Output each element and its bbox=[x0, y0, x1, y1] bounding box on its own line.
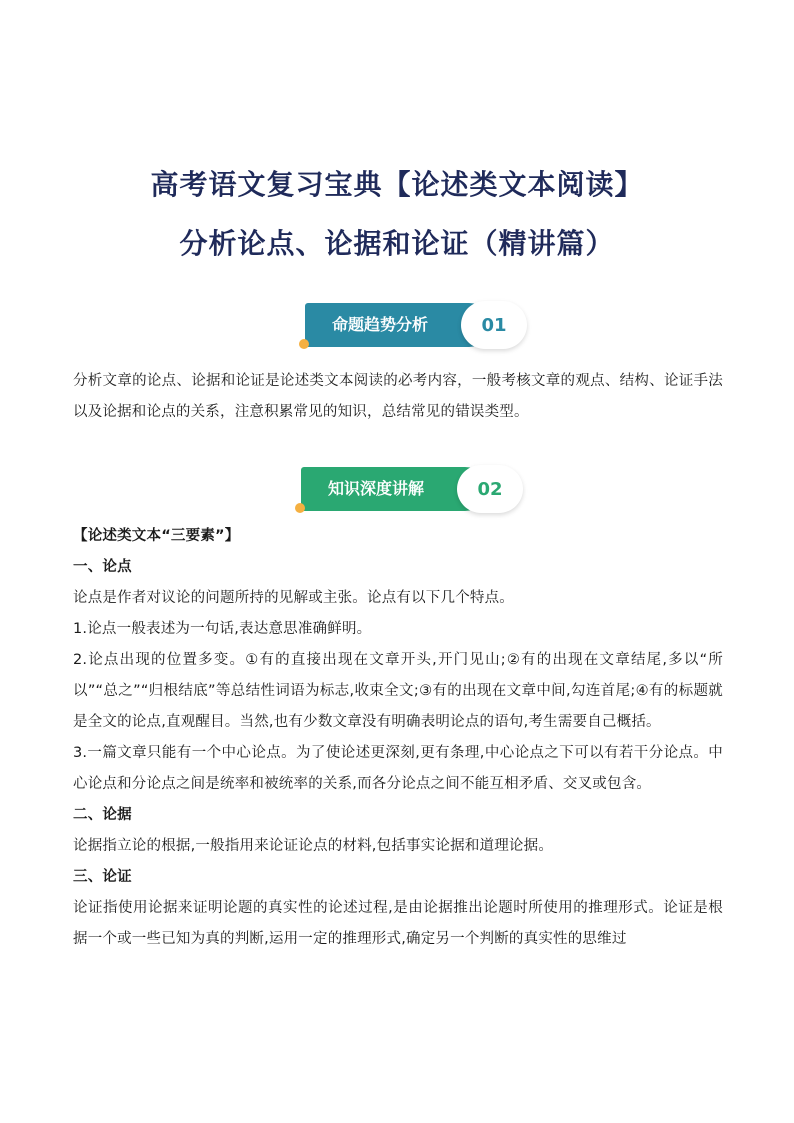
paragraph: 2.论点出现的位置多变。①有的直接出现在文章开头,开门见山;②有的出现在文章结尾,多以“所以”“总之”“归根结底”等总结性词语为标志,收束全文;③有的出现在文章中间,勾连首尾;④有的标题就是全文的论点,直观醒目。当然,也有少数文章没有明确表明论点的语句,考生需要自己概括。 bbox=[73, 652, 723, 730]
document-title-line-2: 分析论点、论据和论证（精讲篇） bbox=[179, 227, 615, 260]
content-body bbox=[73, 521, 723, 955]
content-subtitle: 【论述类文本“三要素”】 bbox=[73, 528, 240, 544]
section-badge-label: 命题趋势分析 bbox=[331, 315, 428, 334]
section-badge-number: 02 bbox=[457, 465, 523, 513]
document-title-line-1: 高考语文复习宝典【论述类文本阅读】 bbox=[150, 168, 644, 201]
paragraph: 论点是作者对议论的问题所持的见解或主张。论点有以下几个特点。 bbox=[73, 590, 514, 606]
heading-thesis: 一、论点 bbox=[73, 559, 132, 575]
paragraph: 论证指使用论据来证明论题的真实性的论述过程,是由论据推出论题时所使用的推理形式。论证是根据一个或一些已知为真的判断,运用一定的推理形式,确定另一个判断的真实性的思维过 bbox=[73, 900, 723, 947]
heading-argumentation: 三、论证 bbox=[73, 869, 132, 885]
paragraph: 3.一篇文章只能有一个中心论点。为了使论述更深刻,更有条理,中心论点之下可以有若干分论点。中心论点和分论点之间是统率和被统率的关系,而各分论点之间不能互相矛盾、交叉或包含。 bbox=[73, 745, 723, 792]
section-badge-number: 01 bbox=[461, 301, 527, 349]
decorative-dot bbox=[299, 339, 309, 349]
decorative-dot bbox=[295, 503, 305, 513]
paragraph: 论据指立论的根据,一般指用来论证论点的材料,包括事实论据和道理论据。 bbox=[73, 838, 554, 854]
section-badge-label: 知识深度讲解 bbox=[327, 479, 424, 498]
section-1-paragraph: 分析文章的论点、论据和论证是论述类文本阅读的必考内容，一般考核文章的观点、结构、论证手法以及论据和论点的关系，注意积累常见的知识，总结常见的错误类型。 bbox=[73, 373, 723, 420]
heading-evidence: 二、论据 bbox=[73, 807, 132, 823]
paragraph: 1.论点一般表述为一句话,表达意思准确鲜明。 bbox=[73, 621, 372, 637]
